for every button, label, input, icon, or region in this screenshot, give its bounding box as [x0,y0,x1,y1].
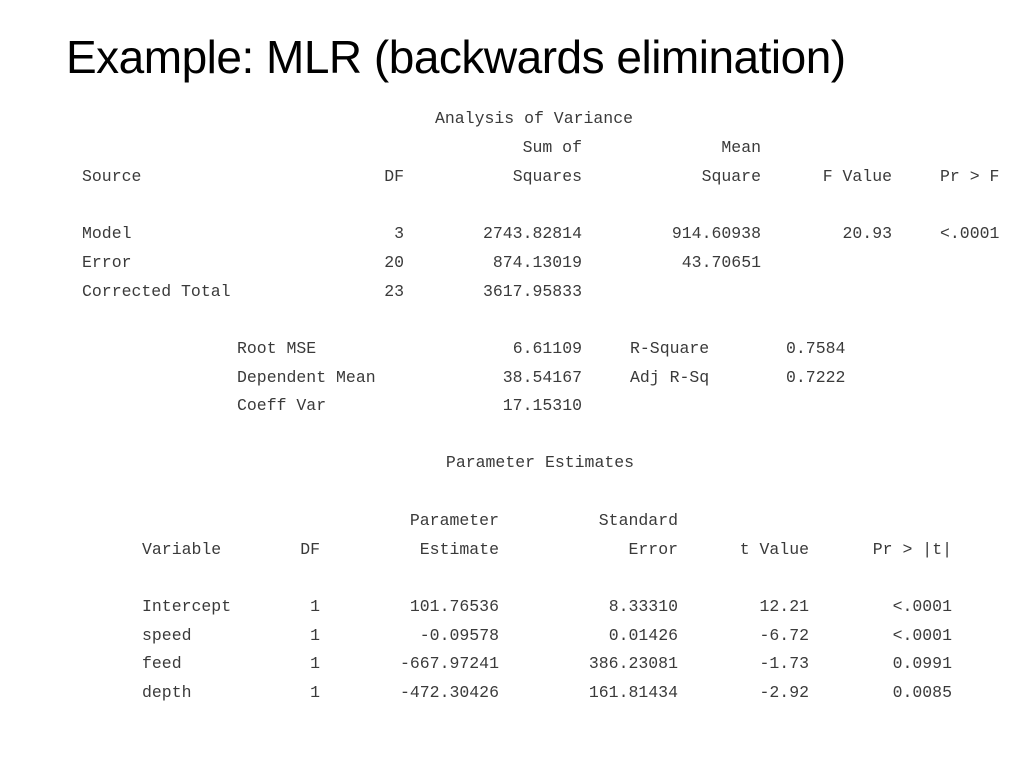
param-variable: depth [142,683,192,702]
fit-label: Dependent Mean [237,368,376,387]
param-tvalue: 12.21 [759,597,809,616]
param-stderr: 386.23081 [588,654,678,673]
param-variable: Intercept [142,597,232,616]
params-col-stderr-header1: Standard [598,511,678,530]
anova-source: Model [82,224,132,243]
anova-meansq: 43.70651 [681,253,761,272]
param-prt: 0.0991 [892,654,952,673]
anova-col-sumsq: Squares [512,167,582,186]
anova-sumsq: 874.13019 [492,253,582,272]
param-prt: <.0001 [892,597,952,616]
param-prt: 0.0085 [892,683,952,702]
fit-value: 6.61109 [512,339,582,358]
param-df: 1 [310,683,320,702]
anova-col-prf: Pr > F [940,167,1000,186]
params-col-estimate-header1: Parameter [409,511,499,530]
anova-df: 23 [384,282,404,301]
param-prt: <.0001 [892,626,952,645]
params-col-stderr: Error [628,540,678,559]
fit-label: Root MSE [237,339,317,358]
param-estimate: -667.97241 [399,654,499,673]
params-col-variable: Variable [142,540,222,559]
anova-source: Error [82,253,132,272]
slide-title: Example: MLR (backwards elimination) [66,31,846,83]
param-estimate: -472.30426 [399,683,499,702]
param-stderr: 8.33310 [608,597,678,616]
fit-label-2: R-Square [630,339,710,358]
anova-sumsq: 3617.95833 [482,282,582,301]
param-stderr: 0.01426 [608,626,678,645]
anova-meansq: 914.60938 [671,224,761,243]
anova-col-meansq-header1: Mean [721,138,761,157]
anova-fvalue: 20.93 [842,224,892,243]
anova-col-source: Source [82,167,142,186]
param-estimate: 101.76536 [409,597,499,616]
param-variable: speed [142,626,192,645]
params-col-tvalue: t Value [739,540,809,559]
fit-label: Coeff Var [237,396,327,415]
param-tvalue: -1.73 [759,654,809,673]
params-col-df: DF [300,540,320,559]
anova-col-meansq: Square [701,167,761,186]
anova-prf: <.0001 [940,224,1000,243]
anova-col-fvalue: F Value [822,167,892,186]
anova-source: Corrected Total [82,282,231,301]
param-variable: feed [142,654,182,673]
param-stderr: 161.81434 [588,683,678,702]
params-col-prt: Pr > |t| [872,540,952,559]
param-df: 1 [310,654,320,673]
param-df: 1 [310,626,320,645]
param-df: 1 [310,597,320,616]
fit-value-2: 0.7584 [786,339,846,358]
fit-value: 38.54167 [502,368,582,387]
params-heading: Parameter Estimates [445,453,635,472]
param-tvalue: -6.72 [759,626,809,645]
anova-col-df: DF [384,167,404,186]
anova-df: 20 [384,253,404,272]
anova-sumsq: 2743.82814 [482,224,582,243]
anova-col-sumsq-header1: Sum of [522,138,582,157]
params-col-estimate: Estimate [419,540,499,559]
fit-label-2: Adj R-Sq [630,368,710,387]
anova-df: 3 [394,224,404,243]
anova-heading: Analysis of Variance [434,109,634,128]
fit-value: 17.15310 [502,396,582,415]
fit-value-2: 0.7222 [786,368,846,387]
param-tvalue: -2.92 [759,683,809,702]
param-estimate: -0.09578 [419,626,499,645]
